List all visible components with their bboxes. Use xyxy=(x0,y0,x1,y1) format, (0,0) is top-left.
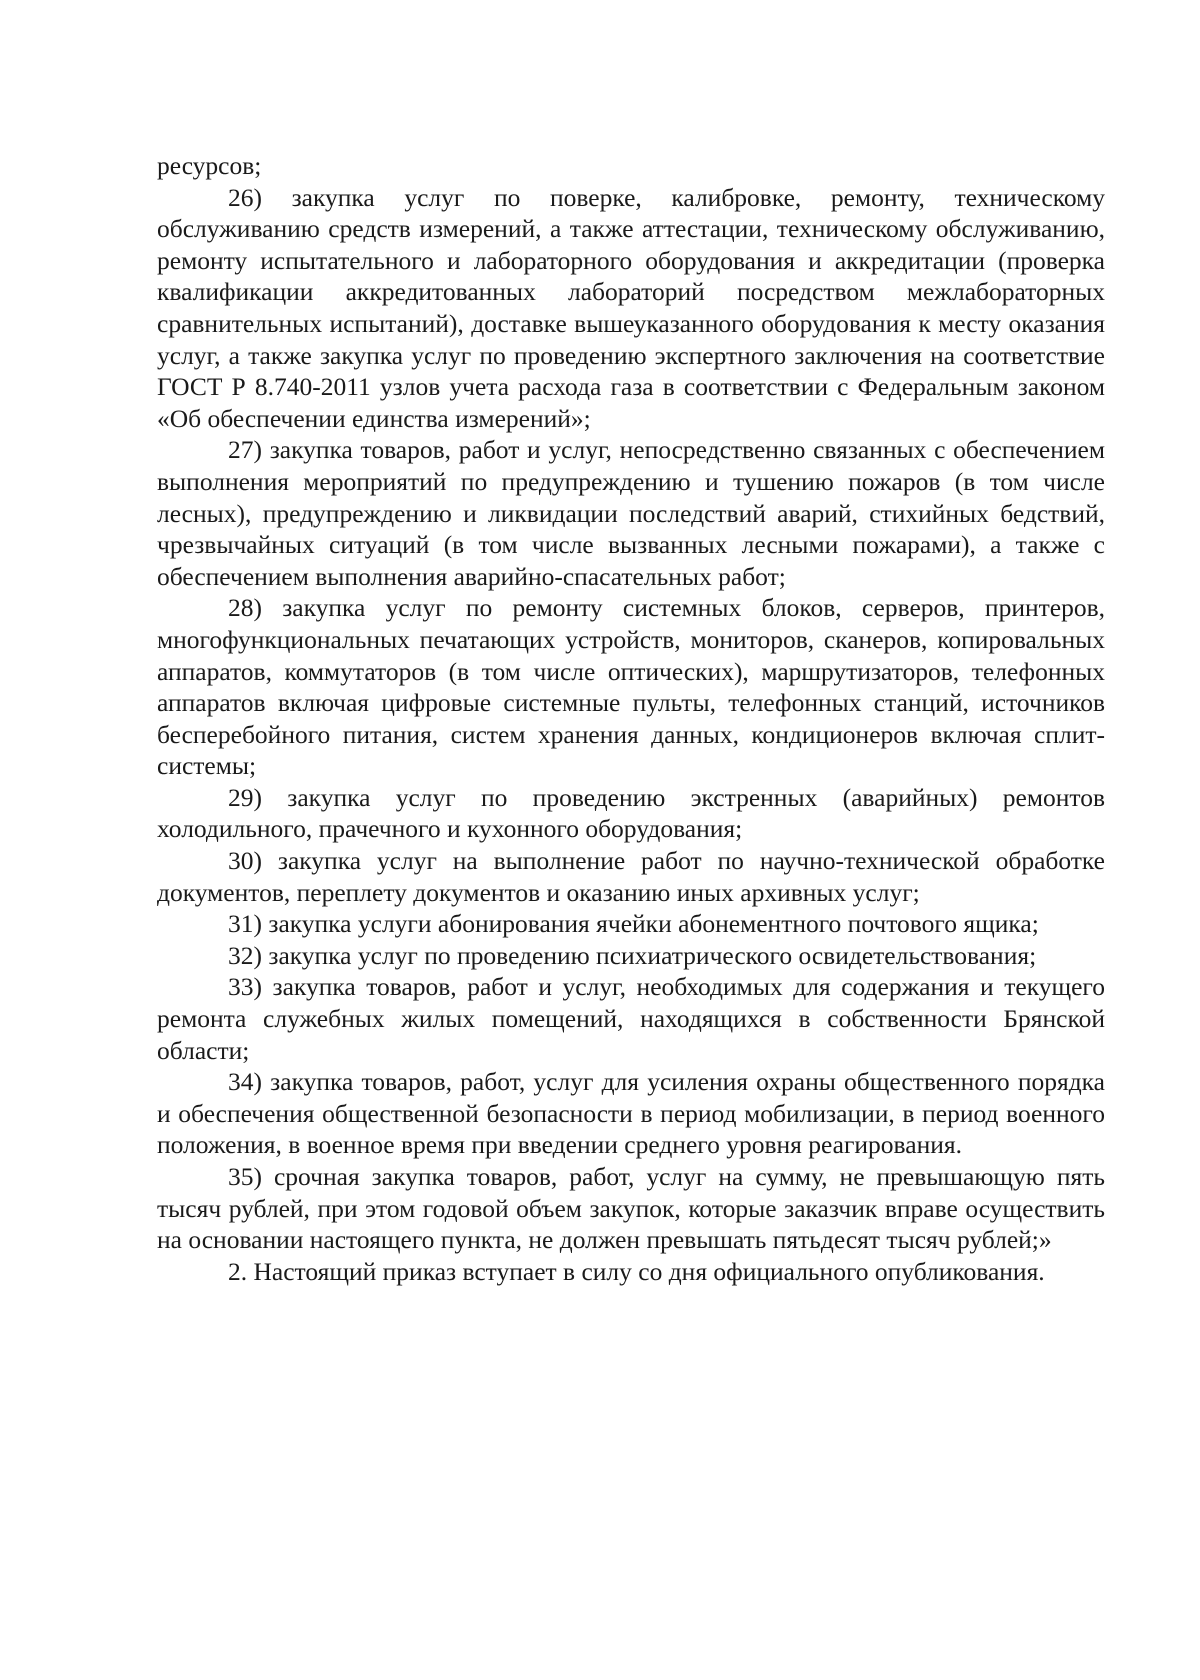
paragraph-item-35: 35) срочная закупка товаров, работ, услуг на сумму, не превышающую пять тысяч рублей, при этом годовой объем закупок, которые заказчик вправе осуществить на основании настоящего пункта, не должен превышать пятьдесят тысяч рублей;» xyxy=(157,1162,1105,1255)
paragraph-item-26: 26) закупка услуг по поверке, калибровке, ремонту, техническому обслуживанию средств измерений, а также аттестации, техническому обслуживанию, ремонту испытательного и лабораторного оборудования и аккредитации (проверка квалификации аккредитованных лабораторий посредством межлабораторных сравнительных испытаний), доставке вышеуказанного оборудования к месту оказания услуг, а также закупка услуг по проведению экспертного заключения на соответствие ГОСТ Р 8.740-2011 узлов учета расхода газа в соответствии с Федеральным законом «Об обеспечении единства измерений»; xyxy=(157,182,1105,433)
paragraph-item-30: 30) закупка услуг на выполнение работ по научно-технической обработке документов, переплету документов и оказанию иных архивных услуг; xyxy=(157,846,1105,907)
paragraph-section-2: 2. Настоящий приказ вступает в силу со дня официального опубликования. xyxy=(228,1256,1045,1286)
paragraph-item-28: 28) закупка услуг по ремонту системных блоков, серверов, принтеров, многофункциональных печатающих устройств, мониторов, сканеров, копировальных аппаратов, коммутаторов (в том числе оптических), маршрутизаторов, телефонных аппаратов включая цифровые системные пульты, телефонных станций, источников бесперебойного питания, систем хранения данных, кондиционеров включая сплит-системы; xyxy=(157,593,1105,781)
paragraph-item-31: 31) закупка услуги абонирования ячейки абонементного почтового ящика; xyxy=(228,909,1039,939)
paragraph-continuation: ресурсов; xyxy=(157,151,262,180)
document-body xyxy=(157,150,1105,1287)
paragraph-item-32: 32) закупка услуг по проведению психиатрического освидетельствования; xyxy=(228,940,1037,970)
paragraph-item-29: 29) закупка услуг по проведению экстренных (аварийных) ремонтов холодильного, прачечного и кухонного оборудования; xyxy=(157,782,1105,844)
paragraph-item-27: 27) закупка товаров, работ и услуг, непосредственно связанных с обеспечением выполнения мероприятий по предупреждению и тушению пожаров (в том числе лесных), предупреждению и ликвидации последствий аварий, стихийных бедствий, чрезвычайных ситуаций (в том числе вызванных лесными пожарами), а также с обеспечением выполнения аварийно-спасательных работ; xyxy=(157,435,1105,591)
paragraph-item-34: 34) закупка товаров, работ, услуг для усиления охраны общественного порядка и обеспечения общественной безопасности в период мобилизации, в период военного положения, в военное время при введении среднего уровня реагирования. xyxy=(157,1067,1105,1160)
paragraph-item-33: 33) закупка товаров, работ и услуг, необходимых для содержания и текущего ремонта служебных жилых помещений, находящихся в собственности Брянской области; xyxy=(157,972,1105,1065)
